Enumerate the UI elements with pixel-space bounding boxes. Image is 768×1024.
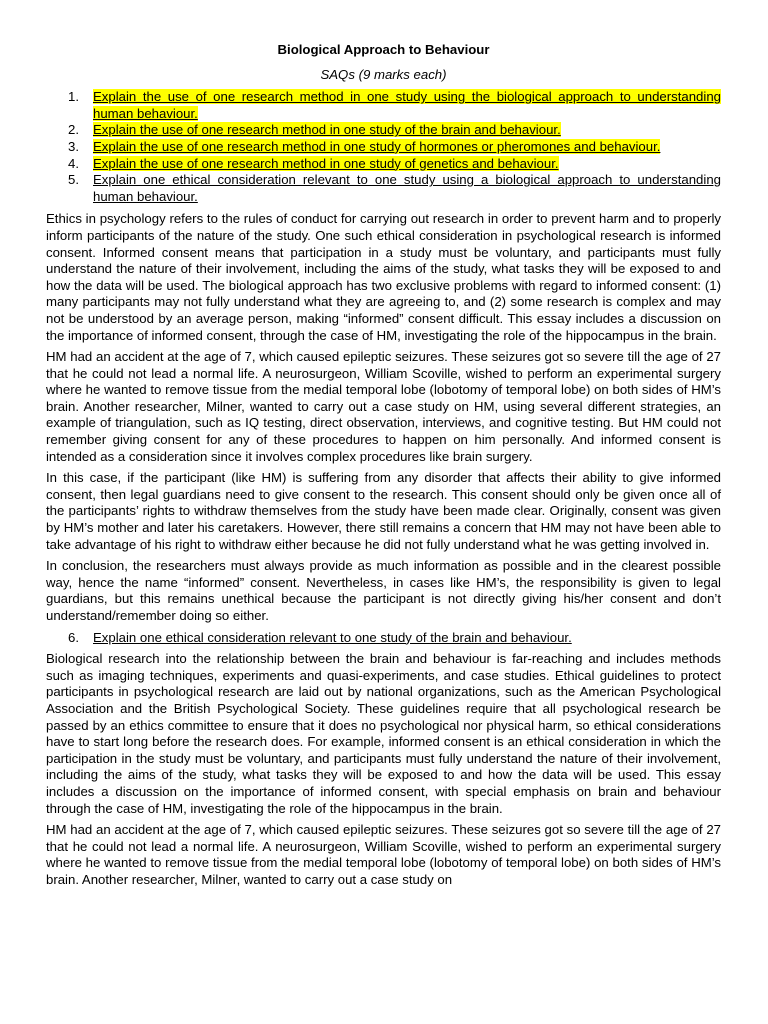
question-text: Explain the use of one research method in one study using the biological approach to understanding human behaviour. — [93, 89, 721, 121]
body-paragraph: Ethics in psychology refers to the rules of conduct for carrying out research in order to prevent harm and to properly inform participants of the nature of the study. One such ethical consideration in psychological research is informed consent. Informed consent means that participation in a study must be voluntary, and participants must fully understand the nature of their involvement, including the aims of the study, what tasks they will be exposed to and how the data will be used. The biological approach has two exclusive problems with regard to informed consent: (1) many participants may not fully understand what they are agreeing to, and (2) some research is complex and may not be understood by an average person, making “informed” consent difficult. This essay includes a discussion on the importance of informed consent, through the case of HM, investigating the role of the hippocampus in the brain. — [46, 211, 721, 343]
body-paragraph: HM had an accident at the age of 7, which caused epileptic seizures. These seizures got so severe till the age of 27 that he could not lead a normal life. A neurosurgeon, William Scoville, wished to perform an experimental surgery where he wanted to remove tissue from the medial temporal lobe (lobotomy of temporal lobe) on both sides of HM’s brain. Another researcher, Milner, wanted to carry out a case study on — [46, 822, 721, 887]
question-text: Explain one ethical consideration relevant to one study of the brain and behaviour. — [93, 629, 572, 645]
question-list — [46, 89, 721, 205]
question-number: 5. — [68, 172, 79, 188]
question-text: Explain the use of one research method in one study of genetics and behaviour. — [93, 155, 559, 171]
question-text: Explain the use of one research method in one study of the brain and behaviour. — [93, 122, 561, 138]
body-paragraph: Biological research into the relationship between the brain and behaviour is far-reaching and includes methods such as imaging techniques, experiments and quasi-experiments, and case studies. Ethical guidelines to protect participants in psychological research are laid out by national organizations, such as the American Psychological Association and the British Psychological Society. These guidelines require that all psychological research be passed by an ethics committee to ensure that it does no psychological nor physical harm, so ethical considerations have to start long before the research does. For example, informed consent is an ethical consideration in which the participation in the study must be voluntary, and participants must fully understand the nature of their involvement, including the aims of the study, what tasks they will be exposed to and how the data will be used. This essay includes a discussion on the importance of informed consent, with special emphasis on brain and behaviour through the case of HM, investigating the role of the hippocampus in the brain. — [46, 651, 721, 816]
question-item — [46, 139, 721, 156]
question-number: 2. — [68, 122, 79, 138]
question-item — [46, 122, 721, 139]
question-number: 6. — [68, 629, 79, 645]
question-number: 1. — [68, 89, 79, 105]
question-number: 3. — [68, 138, 79, 154]
document-subtitle: SAQs (9 marks each) — [320, 66, 447, 82]
question-list — [46, 630, 721, 647]
question-item — [46, 172, 721, 205]
question-text: Explain one ethical consideration relevant to one study using a biological approach to understanding human behaviour. — [93, 172, 721, 204]
body-paragraph: HM had an accident at the age of 7, which caused epileptic seizures. These seizures got so severe till the age of 27 that he could not lead a normal life. A neurosurgeon, William Scoville, wished to perform an experimental surgery where he wanted to remove tissue from the medial temporal lobe (lobotomy of temporal lobe) on both sides of HM’s brain. Another researcher, Milner, wanted to carry out a case study on HM, using several different strategies, an example of triangulation, such as IQ testing, direct observation, interviews, and cognitive testing. But HM could not remember giving consent for any of these procedures to happen on him personally. And informed consent is intended as a consideration since it involves complex procedures like brain surgery. — [46, 349, 721, 464]
question-item — [46, 156, 721, 173]
body-paragraph: In conclusion, the researchers must always provide as much information as possible and in the clearest possible way, hence the name “informed” consent. Nevertheless, in cases like HM’s, the responsibility is given to legal guardians, but this remains unethical because the participant is not directly giving his/her consent and don’t understand/remember doing so either. — [46, 558, 721, 623]
question-item — [46, 89, 721, 122]
document-page — [46, 42, 721, 894]
question-number: 4. — [68, 155, 79, 171]
question-item — [46, 630, 721, 647]
body-paragraph: In this case, if the participant (like HM) is suffering from any disorder that affects their ability to give informed consent, then legal guardians need to give consent to the research. This consent should only be given once all of the participants’ rights to withdraw themselves from the study have been made clear. Originally, consent was given by HM’s mother and later his caretakers. However, there still remains a concern that HM may not have been able to take advantage of his right to withdraw either because he did not fully understand what he was getting involved in. — [46, 470, 721, 552]
question-text: Explain the use of one research method in one study of hormones or pheromones and behaviour. — [93, 138, 661, 154]
document-title: Biological Approach to Behaviour — [277, 42, 490, 57]
